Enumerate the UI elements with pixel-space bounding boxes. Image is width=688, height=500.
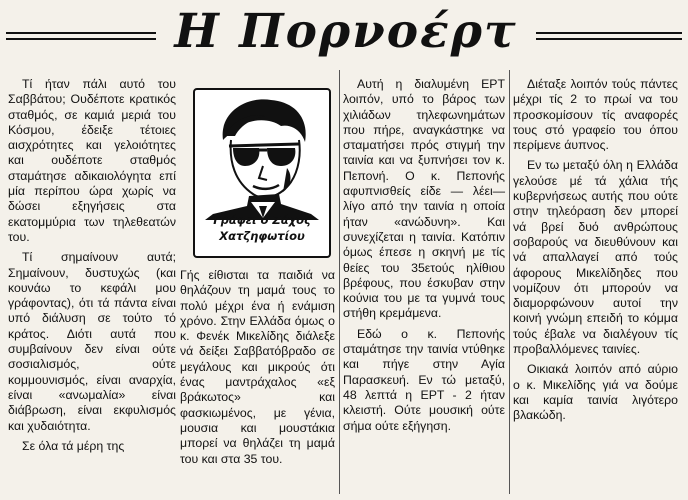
paragraph: Εδώ ο κ. Πεπονής σταμάτησε την ταινία ντύθηκε και πήγε στην Αγία Παρασκευή. Εν τώ μεταξύ, 48 λεπτά η ΕΡΤ - 2 ήταν κλειστή. Ούτε μουσική ούτε σήμα ούτε εξήγηση. [343,326,505,433]
paragraph: Διέταξε λοιπόν τούς πάντες μέχρι τίς 2 το πρωί να του προσκομίσουν τίς αναφορές τους στό γραφείο του όπου περίμενε άυπνος. [513,77,678,153]
paragraph: Αυτή η διαλυμένη ΕΡΤ λοιπόν, υπό το βάρος των χιλιάδων τηλεφωνημάτων που πήρε, αναγκάστηκε να σταματήσει πρός στιγμή την ταινία και να ξυπνήσει τον κ. Πεπονή. Ο κ. Πεπονής αφυπνισθείς είδε — λέει— λίγο από την ταινία η οποία ήταν «ανώδυνη». Και συνεχίζεται η ταινία. Κατόπιν όμως έπεσε η σκηνή με τίς θείες του 35ετούς ηλίθιου βρέφους, που έσκυβαν στην κούνια του με τα γυμνά τους στήθη κρεμάμενα. [343,77,505,321]
byline-author-name: Χατζηφωτίου [219,229,305,243]
byline-line-1: Γράφει ο Ζάχος [213,213,311,227]
paragraph: Σε όλα τά μέρη της [22,438,125,453]
paragraph: Τί ήταν πάλι αυτό του Σαββάτου; Ουδέποτε κρατικός σταθμός, σε καμιά μεριά του Κόσμου, έδειξε τέτοιες αισχρότητες και γελοιότητες και ουδέποτε σταθμός σταμάτησε αδικαιολόγητα επί μία περίπου ώρα χωρίς να δώσει εξηγήσεις στα εκατομμύρια των τηλεθεατών του. [8,77,176,244]
author-portrait [193,88,331,258]
paragraph: Οικιακά λοιπόν από αύριο ο κ. Μικελίδης γιά να δούμε και καμία ταινία λιγότερο βλακώδη. [513,362,678,423]
headline: Η Πορνοέρτ [174,4,518,59]
byline [195,212,329,244]
headline-rule-right [536,32,682,34]
article-column-2 [180,268,335,467]
article-column-4 [513,77,678,424]
column-divider [339,70,340,494]
headline-area [0,4,688,64]
article-column-1 [8,77,176,454]
headline-rule-right [536,38,682,40]
headline-rule-left [6,32,156,34]
paragraph: Γής είθισται τα παιδιά να θηλάζουν τη μαμά τους το πολύ μέχρι ένα ή ενάμιση χρόνο. Στην Ελλάδα όμως ο κ. Φενέκ Μικελίδης διάλεξε νά δείξει Σαββατόβραδο σε μεγάλους και μικρούς ότι ένας μαντράχαλος «εξ βράκωτος» και φασκιωμένος, με γένια, μουσια και μουστάκια μπορεί να θηλάζει τη μαμά του και στα 35 του. [180,268,335,466]
article-column-3 [343,77,505,434]
paragraph: Εν τω μεταξύ όλη η Ελλάδα γελούσε μέ τά χάλια τής κυβερνήσεως αυτής που ούτε στην τηλεόραση δεν μπορεί νά βρεί δυό ανθρώπους σοβαρούς να διευθύνουν και νά απαλλαγεί από τούς άφορους Μικελίδηδες που νομίζουν ότι μπορούν να διαμορφώνουν αυτοί την κοινή γνώμη επειδή το κόμμα τούς έβαλε να διαλέγουν τίς προβαλλόμενες ταινίες. [513,158,678,357]
column-divider [509,70,510,494]
headline-rule-left [6,38,156,40]
paragraph: Τί σημαίνουν αυτά; Σημαίνουν, δυστυχώς (και κουνάω το κεφάλι μου γράφοντας), ότι τά πάντα είναι υπό διάλυση σε τούτο τό κράτος. Διότι αυτά που συμβαίνουν δεν είναι ούτε σοσιαλισμός, ούτε κομμουνισμός, είναι αναρχία, είναι «ανωμαλία» είναι διάβρωση, είναι εκφυλισμός και χυδαιότητα. [8,250,176,433]
